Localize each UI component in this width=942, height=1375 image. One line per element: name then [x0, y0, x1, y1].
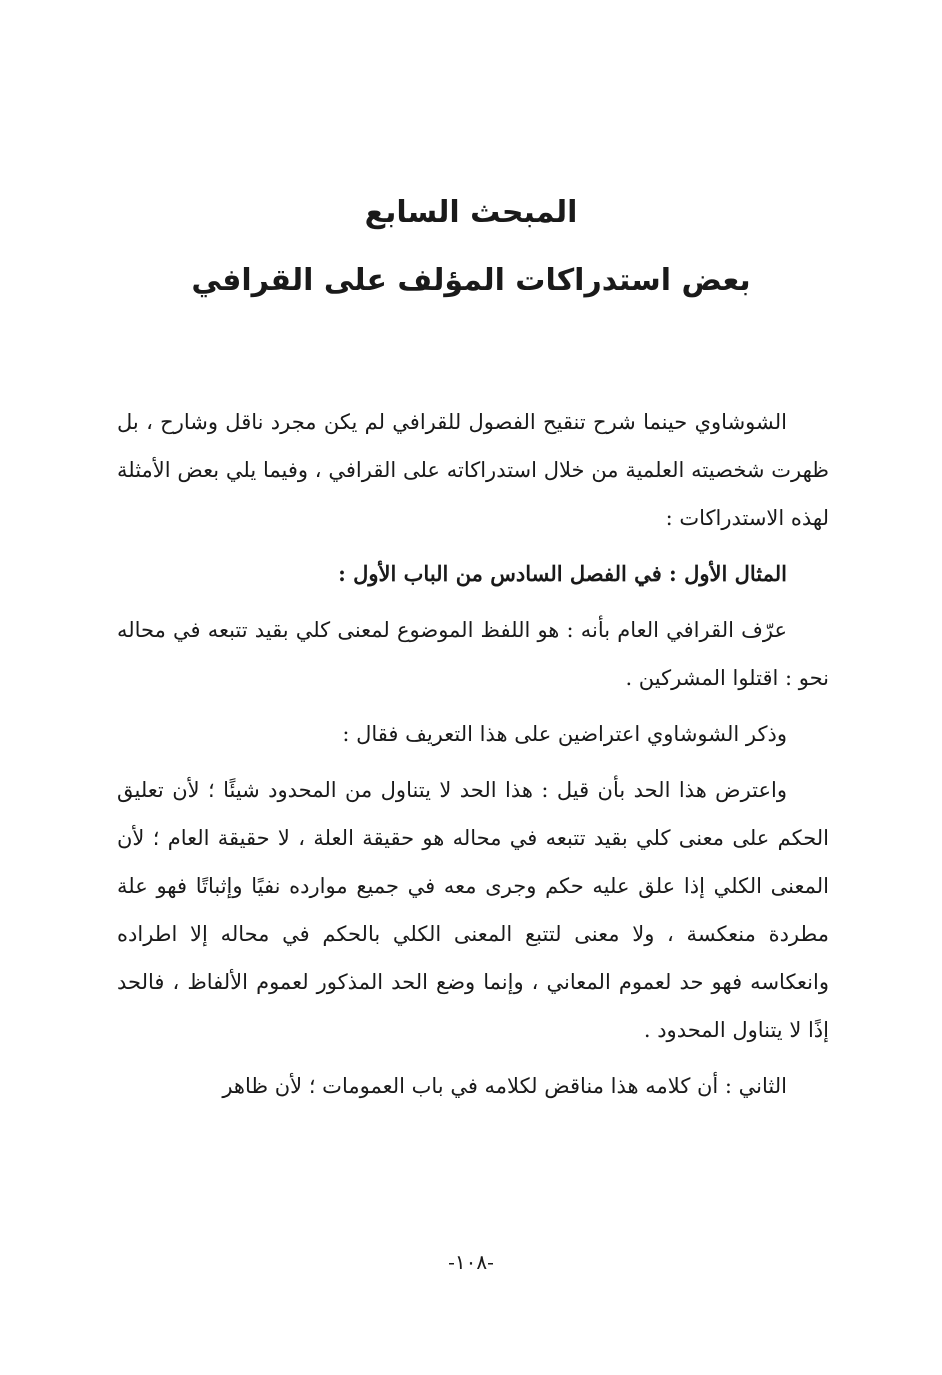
title-block: [0, 188, 942, 306]
body-text: [117, 398, 829, 1118]
paragraph-second-objection: الثاني : أن كلامه هذا مناقض لكلامه في باب العمومات ؛ لأن ظاهر: [222, 1074, 787, 1098]
example-heading: المثال الأول : في الفصل السادس من الباب الأول :: [338, 561, 787, 586]
paragraph-objections-intro: وذكر الشوشاوي اعتراضين على هذا التعريف فقال :: [342, 722, 787, 746]
paragraph-first-objection: واعترض هذا الحد بأن قيل : هذا الحد لا يتناول من المحدود شيئًا ؛ لأن تعليق الحكم على معنى كلي بقيد تتبعه في محاله هو حقيقة العلة ، لا حقيقة العام ؛ لأن المعنى الكلي إذا علق عليه حكم وجرى معه في جميع موارده نفيًا وإثباتًا فهو علة مطردة منعكسة ، ولا معنى لتتبع المعنى الكلي بالحكم في محاله إلا اطراده وانعكاسه فهو حد لعموم المعاني ، وإنما وضع الحد المذكور لعموم الألفاظ ، فالحد إذًا لا يتناول المحدود .: [117, 778, 829, 1042]
paragraph-intro: الشوشاوي حينما شرح تنقيح الفصول للقرافي لم يكن مجرد ناقل وشارح ، بل ظهرت شخصيته العلمية من خلال استدراكاته على القرافي ، وفيما يلي بعض الأمثلة لهذه الاستدراكات :: [117, 410, 829, 530]
section-subtitle: بعض استدراكات المؤلف على القرافي: [191, 263, 751, 298]
section-title: المبحث السابع: [364, 195, 578, 230]
page-number: -١٠٨-: [448, 1250, 494, 1274]
paragraph-definition: عرّف القرافي العام بأنه : هو اللفظ الموضوع لمعنى كلي بقيد تتبعه في محاله نحو : اقتلوا المشركين .: [117, 618, 829, 690]
